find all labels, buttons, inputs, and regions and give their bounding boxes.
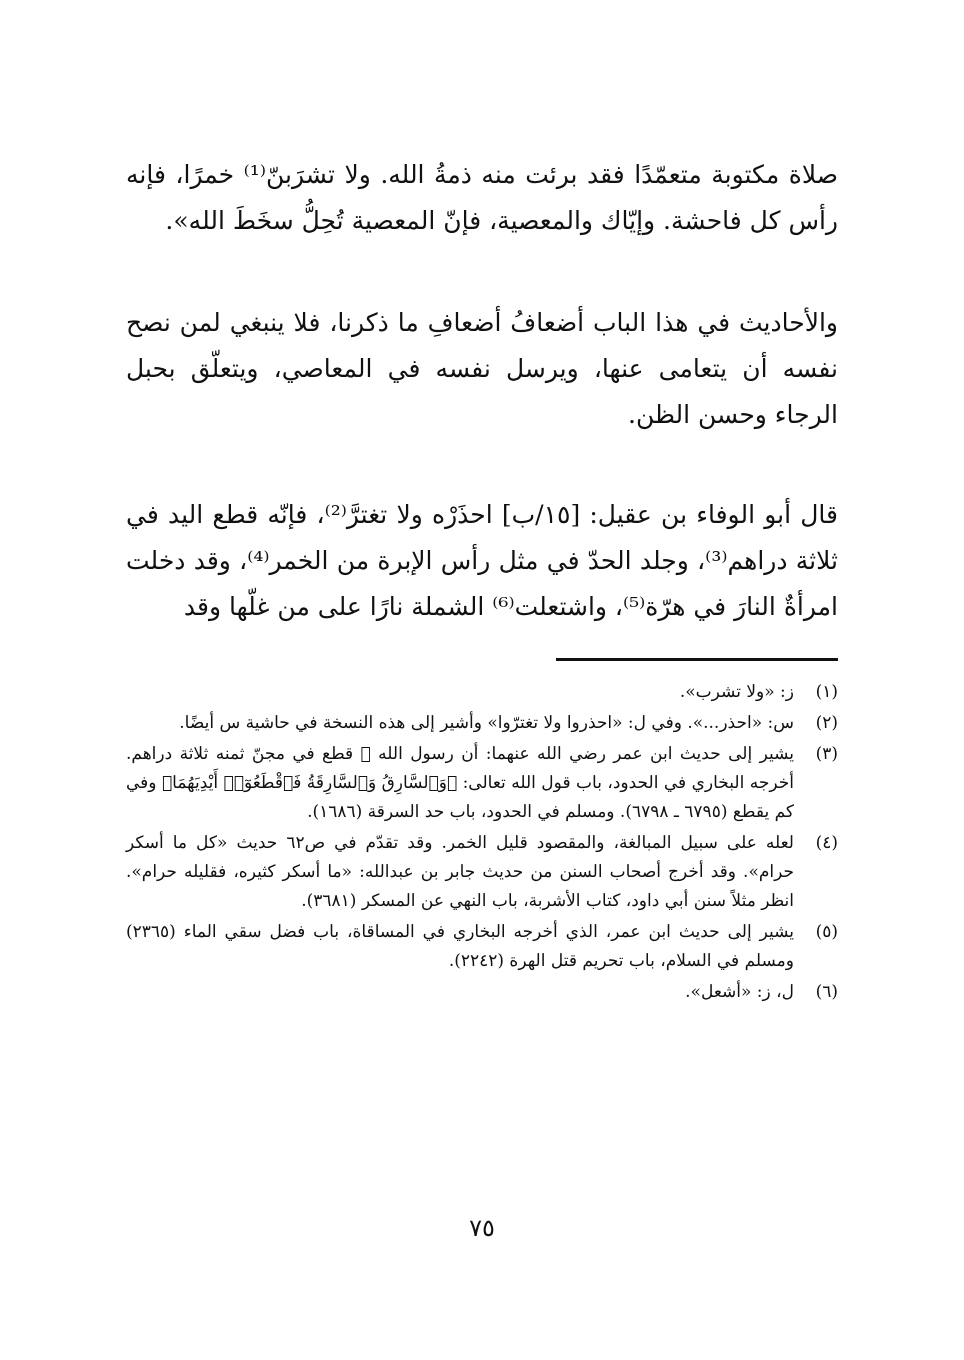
footnote-5 bbox=[126, 918, 838, 976]
main-paragraph-3: قال أبو الوفاء بن عقيل: [١٥/ب] احذَرْه ولا تغترَّ⁽²⁾، فإنّه قطع اليد في ثلاثة دراهم⁽³⁾، وجلد الحدّ في مثل رأس الإبرة من الخمر⁽⁴⁾، وقد دخلت امرأةٌ النارَ في هرّة⁽⁵⁾، واشتعلت⁽⁶⁾ الشملة نارًا على من غلّها وقد bbox=[126, 500, 838, 621]
footnote-3 bbox=[126, 740, 838, 827]
footnote-text: يشير إلى حديث ابن عمر رضي الله عنهما: أن رسول الله ﷺ قطع في مجنّ ثمنه ثلاثة دراهم. أخرجه البخاري في الحدود، باب قول الله تعالى: ﴿وَٱلسَّارِقُ وَٱلسَّارِقَةُ فَٱقْطَعُوٓا۟ أَيْدِيَهُمَا﴾ وفي كم يقطع (٦٧٩٥ ـ ٦٧٩٨). ومسلم في الحدود، باب حد السرقة (١٦٨٦). bbox=[126, 744, 794, 822]
page-number: ٧٥ bbox=[469, 1214, 495, 1242]
footnote-number: (٦) bbox=[815, 982, 838, 1002]
footnote-2 bbox=[126, 709, 838, 738]
footnote-text: لعله على سبيل المبالغة، والمقصود قليل الخمر. وقد تقدّم في ص٦٢ حديث «كل ما أسكر حرام». وقد أخرج أصحاب السنن من حديث جابر بن عبدالله: «ما أسكر كثيره، فقليله حرام». انظر مثلاً سنن أبي داود، كتاب الأشربة، باب النهي عن المسكر (٣٦٨١). bbox=[126, 833, 794, 911]
footnote-text: ز: «ولا تشرب». bbox=[679, 682, 794, 702]
footnote-number: (٤) bbox=[815, 833, 838, 853]
footnote-number: (٣) bbox=[815, 744, 838, 764]
footnote-6 bbox=[126, 978, 838, 1007]
footnote-4 bbox=[126, 829, 838, 916]
main-paragraph-2: والأحاديث في هذا الباب أضعافُ أضعافِ ما ذكرنا، فلا ينبغي لمن نصح نفسه أن يتعامى عنها، ويرسل نفسه في المعاصي، ويتعلّق بحبل الرجاء وحسن الظن. bbox=[126, 308, 838, 429]
footnote-text: ل، ز: «أشعل». bbox=[685, 982, 794, 1002]
footnote-text: س: «احذر...». وفي ل: «احذروا ولا تغترّوا» وأشير إلى هذه النسخة في حاشية س أيضًا. bbox=[179, 713, 794, 733]
main-paragraph-1: صلاة مكتوبة متعمّدًا فقد برئت منه ذمةُ الله. ولا تشرَبنّ⁽¹⁾ خمرًا، فإنه رأس كل فاحشة. وإيّاك والمعصية، فإنّ المعصية تُحِلُّ سخَطَ الله». bbox=[126, 160, 838, 235]
footnotes bbox=[126, 678, 838, 1009]
footnote-number: (٢) bbox=[815, 713, 838, 733]
footnote-number: (١) bbox=[815, 682, 838, 702]
footnote-separator bbox=[556, 658, 838, 661]
footnote-1 bbox=[126, 678, 838, 707]
footnote-text: يشير إلى حديث ابن عمر، الذي أخرجه البخاري في المساقاة، باب فضل سقي الماء (٢٣٦٥) ومسلم في السلام، باب تحريم قتل الهرة (٢٢٤٢). bbox=[126, 922, 794, 971]
footnote-number: (٥) bbox=[815, 922, 838, 942]
